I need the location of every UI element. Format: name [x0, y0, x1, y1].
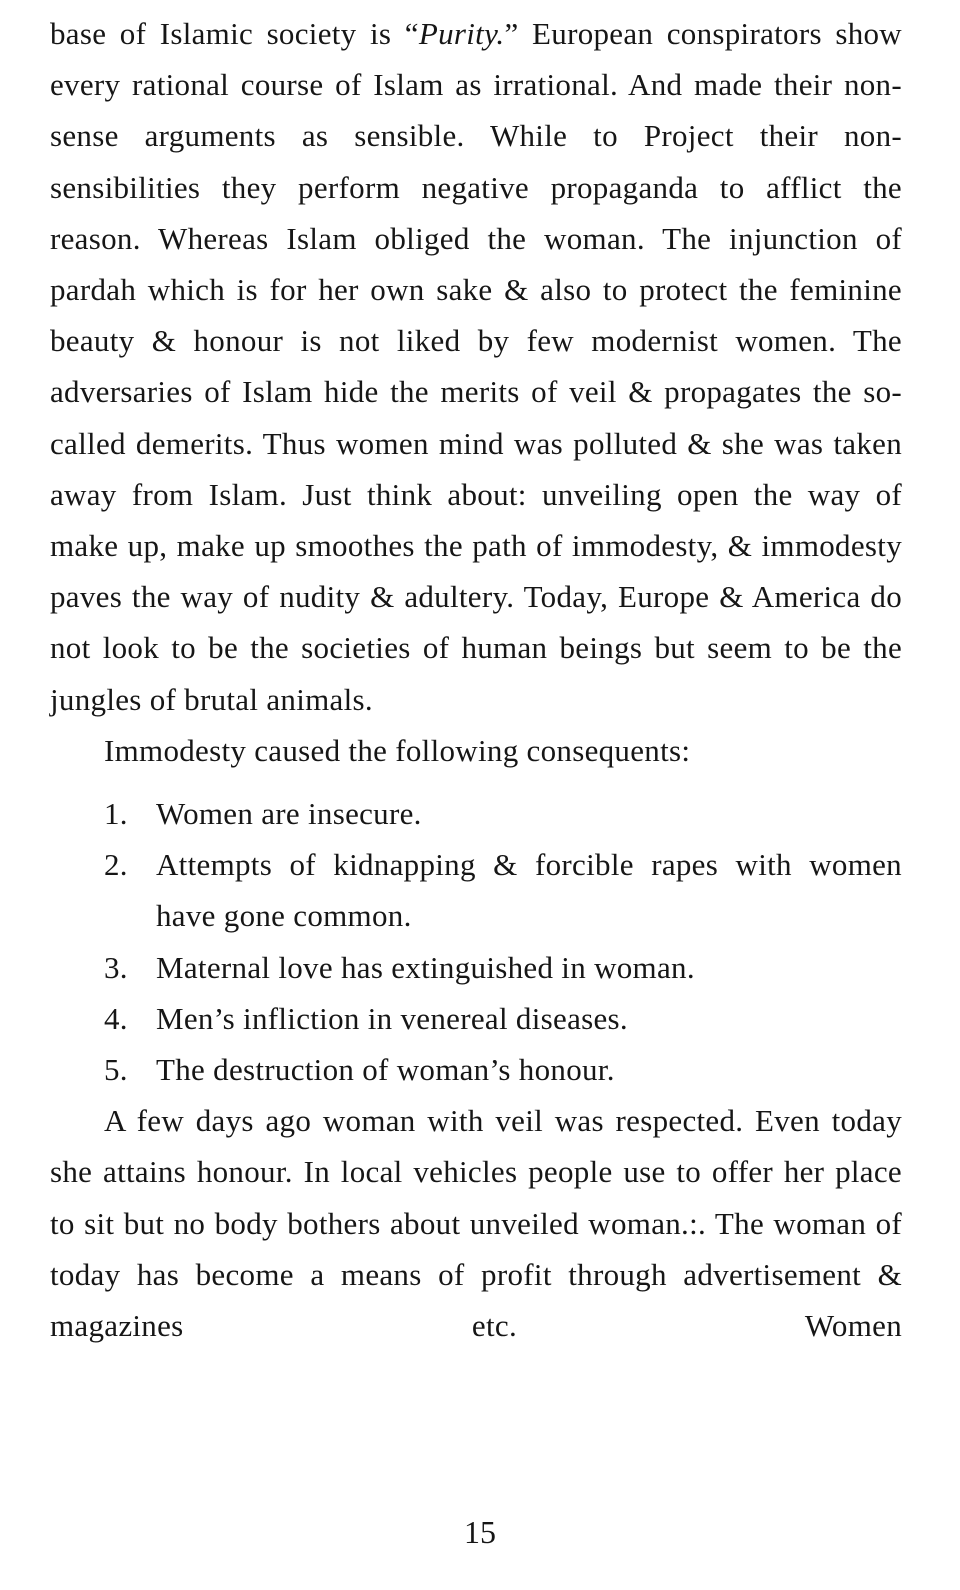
list-item: [50, 942, 902, 993]
list-item-number: 5.: [104, 1052, 128, 1088]
list-item-number: 3.: [104, 949, 128, 985]
list-item-text: The destruction of woman’s honour.: [156, 1052, 615, 1088]
paragraph-purity-rest: ” European conspirators show every rational course of Islam as irrational. And made their non-sense arguments as sensible. While to Project their non-sensibilities they perform negative propaganda to afflict the reason. Whereas Islam obliged the woman. The injunction of pardah which is for her own sake & also to protect the feminine beauty & honour is not liked by few modernist women. The adversaries of Islam hide the merits of veil & propagates the so-called demerits. Thus women mind was polluted & she was taken away from Islam. Just think about: unveiling open the way of make up, make up smoothes the path of immodesty, & immodesty paves the way of nudity & adultery. Today, Europe & America do not look to be the societies of human beings but seem to be the jungles of brutal animals.: [50, 16, 902, 717]
consequents-list: [50, 788, 902, 1095]
paragraph-veil-respect: A few days ago woman with veil was respected. Even today she attains honour. In local vehicles people use to offer her place to sit but no body bothers about unveiled woman.:. The woman of today has become a means of profit through advertisement & magazines etc. Women: [50, 1103, 902, 1344]
paragraph-purity: [50, 8, 902, 725]
list-item-text: Attempts of kidnapping & forcible rapes with women have gone common.: [156, 847, 902, 934]
page-body: [50, 8, 902, 1351]
purity-emphasis: Purity.: [418, 16, 505, 51]
list-intro: Immodesty caused the following consequents:: [104, 732, 691, 768]
list-item-number: 4.: [104, 1000, 128, 1036]
list-item-number: 1.: [104, 796, 128, 832]
list-item: [50, 1044, 902, 1095]
list-item: [50, 839, 902, 941]
list-item-number: 2.: [104, 847, 128, 883]
page-number: 15: [464, 1514, 496, 1550]
list-item-text: Maternal love has extinguished in woman.: [156, 949, 695, 985]
list-item: [50, 993, 902, 1044]
paragraph-purity-lead: base of Islamic society is “: [50, 16, 419, 51]
list-item: [50, 788, 902, 839]
list-item-text: Men’s infliction in venereal diseases.: [156, 1000, 628, 1036]
list-item-text: Women are insecure.: [156, 796, 422, 832]
